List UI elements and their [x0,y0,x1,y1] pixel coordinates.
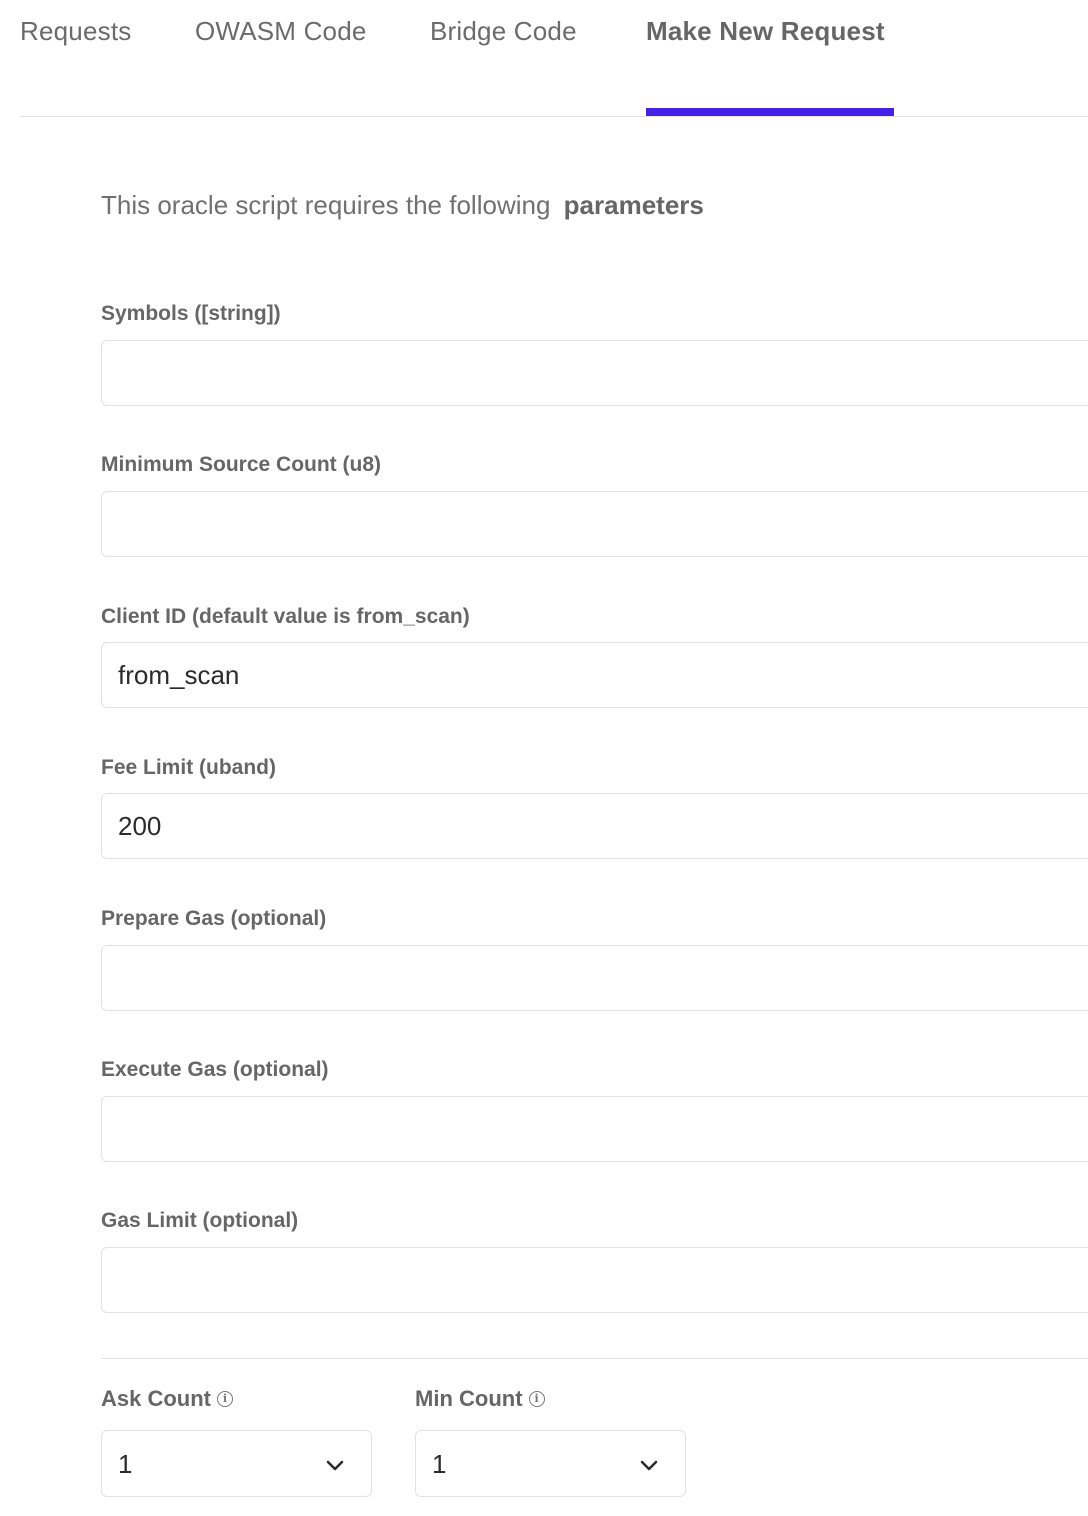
section-divider [101,1358,1088,1359]
tab-bridge-code[interactable]: Bridge Code [430,16,577,46]
tab-make-new-request[interactable]: Make New Request [646,16,885,46]
intro-emphasis: parameters [563,190,704,220]
fee-limit-label: Fee Limit (uband) [101,756,276,779]
parameters-intro [101,190,704,221]
tab-bar [20,0,1088,117]
execute-gas-label: Execute Gas (optional) [101,1058,329,1081]
info-icon[interactable]: i [217,1391,233,1407]
client-id-label: Client ID (default value is from_scan) [101,605,470,628]
intro-text: This oracle script requires the following [101,190,551,220]
min-source-count-label: Minimum Source Count (u8) [101,453,381,476]
chevron-down-icon [325,1455,345,1475]
tab-owasm-code[interactable]: OWASM Code [195,16,367,46]
execute-gas-input[interactable] [101,1096,1088,1162]
ask-count-label-group [101,1386,233,1412]
min-count-label-group [415,1386,545,1412]
chevron-down-icon [639,1455,659,1475]
client-id-input[interactable] [101,642,1088,708]
tab-requests[interactable]: Requests [20,16,132,46]
ask-count-label: Ask Count [101,1386,211,1411]
active-tab-indicator [646,108,894,116]
prepare-gas-input[interactable] [101,945,1088,1011]
symbols-label: Symbols ([string]) [101,302,281,325]
min-count-select[interactable] [415,1430,686,1497]
info-icon[interactable]: i [529,1391,545,1407]
gas-limit-label: Gas Limit (optional) [101,1209,299,1232]
min-source-count-input[interactable] [101,491,1088,557]
ask-count-select[interactable] [101,1430,372,1497]
symbols-input[interactable] [101,340,1088,406]
min-count-label: Min Count [415,1386,523,1411]
min-count-value: 1 [432,1449,447,1479]
fee-limit-input[interactable] [101,793,1088,859]
gas-limit-input[interactable] [101,1247,1088,1313]
ask-count-value: 1 [118,1449,133,1479]
prepare-gas-label: Prepare Gas (optional) [101,907,327,930]
